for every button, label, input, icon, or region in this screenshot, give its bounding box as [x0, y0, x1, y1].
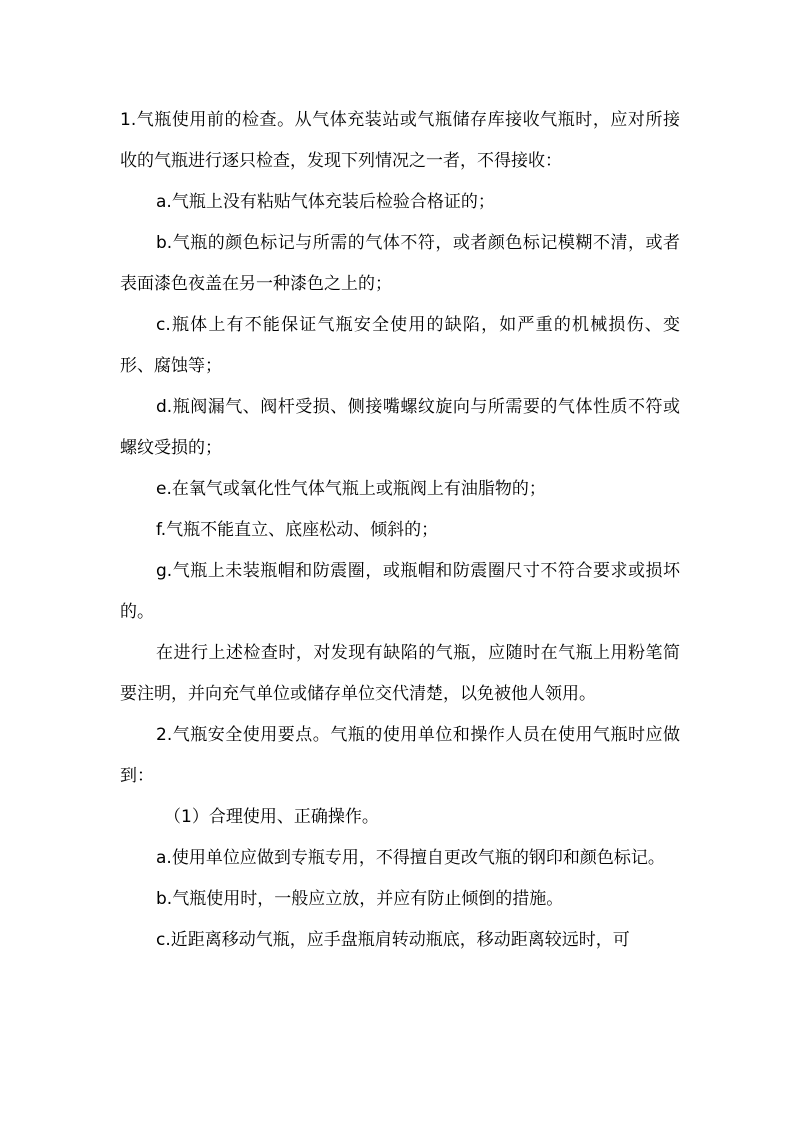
paragraph-inspection-intro: 1.气瓶使用前的检查。从气体充装站或气瓶储存库接收气瓶时，应对所接收的气瓶进行逐只检查，发现下列情况之一者，不得接收：: [120, 110, 680, 171]
paragraph-item-b: b.气瓶的颜色标记与所需的气体不符，或者颜色标记模糊不清，或者表面漆色夜盖在另一种漆色之上的；: [120, 233, 680, 294]
paragraph-item-a: a.气瓶上没有粘贴气体充装后检验合格证的；: [156, 192, 495, 212]
paragraph-usage-c: c.近距离移动气瓶，应手盘瓶肩转动瓶底，移动距离较远时，可: [156, 930, 630, 950]
paragraph-usage-b: b.气瓶使用时，一般应立放，并应有防止倾倒的措施。: [156, 889, 564, 909]
paragraph-item-g: g.气瓶上未装瓶帽和防震圈，或瓶帽和防震圈尺寸不符合要求或损坏的。: [120, 561, 680, 622]
paragraph-item-c: c.瓶体上有不能保证气瓶安全使用的缺陷，如严重的机械损伤、变形、腐蚀等；: [120, 315, 680, 376]
paragraph-usage-a: a.使用单位应做到专瓶专用，不得擅自更改气瓶的钢印和颜色标记。: [156, 848, 665, 868]
paragraph-safety-intro: 2.气瓶安全使用要点。气瓶的使用单位和操作人员在使用气瓶时应做到：: [120, 725, 680, 786]
paragraph-subheading-1: （1）合理使用、正确操作。: [164, 807, 379, 827]
paragraph-inspection-note: 在进行上述检查时，对发现有缺陷的气瓶，应随时在气瓶上用粉笔简要注明，并向充气单位或储存单位交代清楚，以免被他人领用。: [120, 643, 680, 704]
document-body: [120, 100, 680, 961]
paragraph-item-e: e.在氧气或氧化性气体气瓶上或瓶阀上有油脂物的；: [156, 479, 546, 499]
paragraph-item-d: d.瓶阀漏气、阀杆受损、侧接嘴螺纹旋向与所需要的气体性质不符或螺纹受损的；: [120, 397, 680, 458]
paragraph-item-f: f.气瓶不能直立、底座松动、倾斜的；: [156, 520, 439, 540]
